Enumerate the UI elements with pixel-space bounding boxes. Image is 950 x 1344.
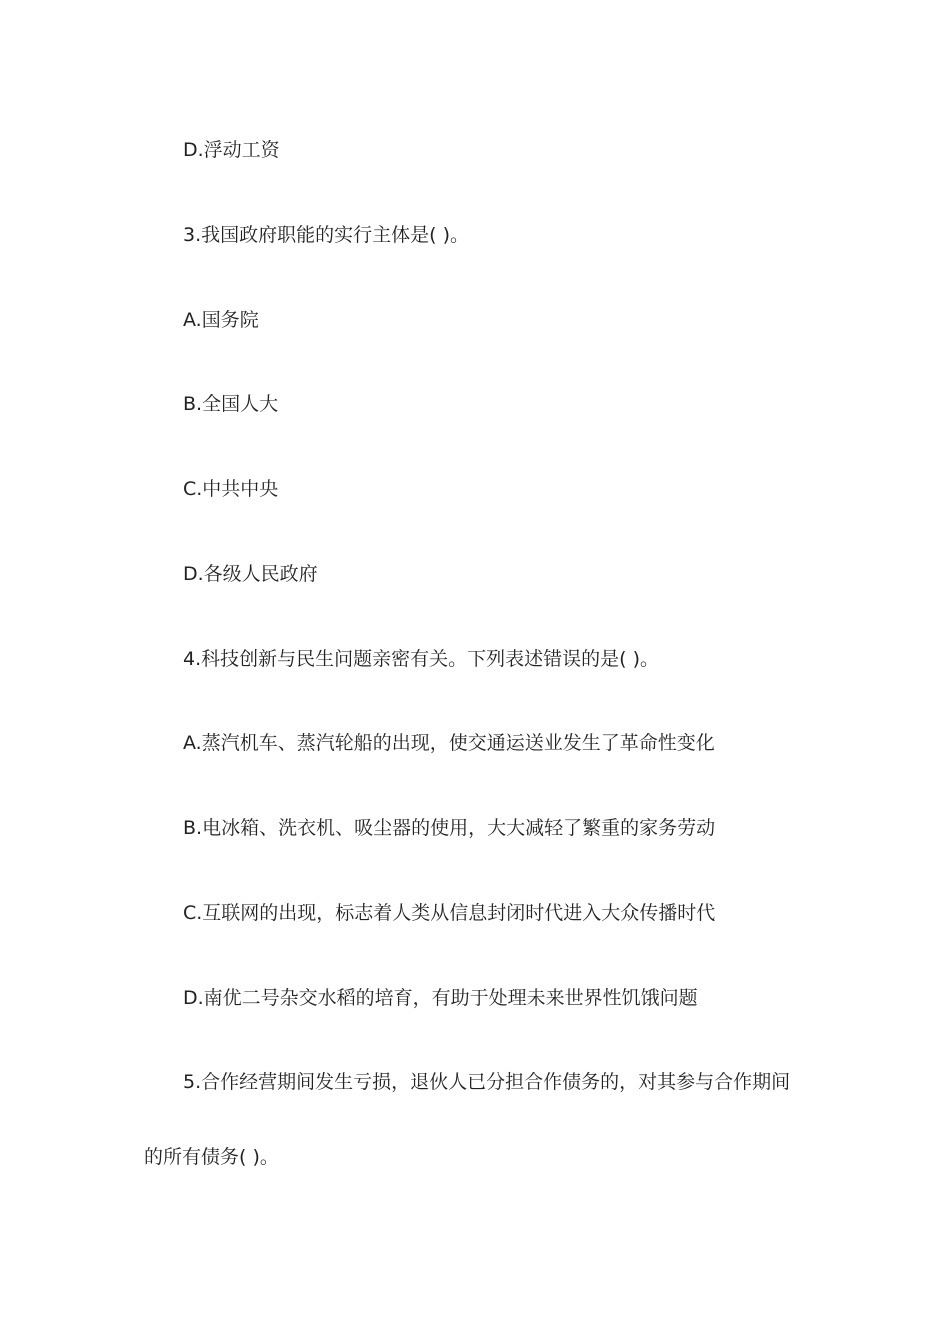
q4-option-d: D.南优二号杂交水稻的培育，有助于处理未来世界性饥饿问题 bbox=[183, 987, 698, 1009]
q3-option-c: C.中共中央 bbox=[183, 478, 279, 500]
q4-option-c: C.互联网的出现，标志着人类从信息封闭时代进入大众传播时代 bbox=[183, 902, 716, 924]
q3-option-b: B.全国人大 bbox=[183, 393, 279, 415]
q3-option-d: D.各级人民政府 bbox=[183, 563, 318, 585]
q3-question: 3.我国政府职能的实行主体是( )。 bbox=[183, 224, 469, 246]
q5-question-line2: 的所有债务( )。 bbox=[144, 1146, 279, 1168]
q3-option-a: A.国务院 bbox=[183, 309, 259, 331]
q4-option-a: A.蒸汽机车、蒸汽轮船的出现，使交通运送业发生了革命性变化 bbox=[183, 732, 715, 754]
q2-option-d: D.浮动工资 bbox=[183, 139, 280, 161]
q4-option-b: B.电冰箱、洗衣机、吸尘器的使用，大大减轻了繁重的家务劳动 bbox=[183, 817, 716, 839]
q4-question: 4.科技创新与民生问题亲密有关。下列表述错误的是( )。 bbox=[183, 648, 659, 670]
q5-question-line1: 5.合作经营期间发生亏损，退伙人已分担合作债务的，对其参与合作期间 bbox=[183, 1071, 791, 1093]
